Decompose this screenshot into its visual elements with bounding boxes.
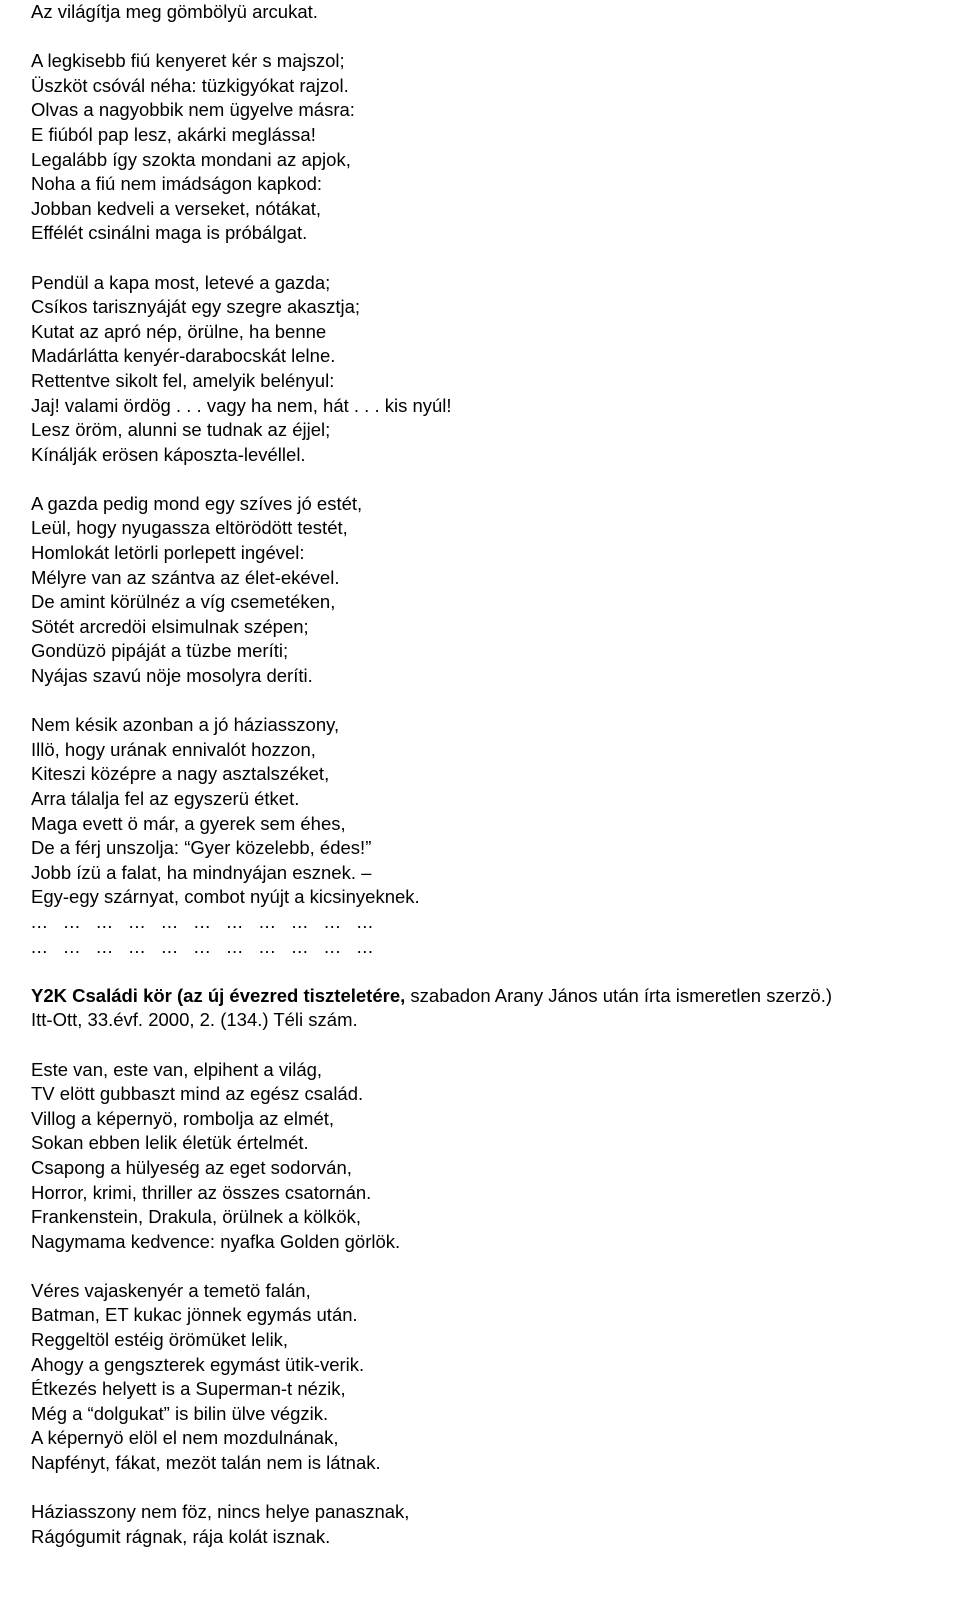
poem-line: Kiteszi középre a nagy asztalszéket, bbox=[31, 763, 330, 785]
poem-line: Maga evett ö már, a gyerek sem éhes, bbox=[31, 812, 346, 834]
poem-line: A legkisebb fiú kenyeret kér s majszol; bbox=[31, 50, 345, 72]
stanza-gap bbox=[31, 1033, 951, 1058]
poem-line: Illö, hogy urának ennivalót hozzon, bbox=[31, 738, 316, 760]
stanza bbox=[31, 713, 951, 959]
poem-line: E fiúból pap lesz, akárki meglássa! bbox=[31, 123, 316, 145]
poem-line: Csíkos tarisznyáját egy szegre akasztja; bbox=[31, 296, 361, 318]
poem-line: Sokan ebben lelik életük értelmét. bbox=[31, 1132, 309, 1154]
poem-line: Üszköt csóvál néha: tüzkigyókat rajzol. bbox=[31, 74, 349, 96]
poem-line: Noha a fiú nem imádságon kapkod: bbox=[31, 173, 323, 195]
stanza bbox=[31, 271, 951, 468]
poem-line: Étkezés helyett is a Superman-t nézik, bbox=[31, 1378, 346, 1400]
poem-line: Ahogy a gengszterek egymást ütik-verik. bbox=[31, 1353, 365, 1375]
stanza-gap bbox=[31, 467, 951, 492]
source-title-bold: Y2K Családi kör (az új évezred tiszteletére, bbox=[31, 984, 406, 1006]
poem-line: Effélét csinálni maga is próbálgat. bbox=[31, 222, 308, 244]
poem-line: A képernyö elöl el nem mozdulnának, bbox=[31, 1427, 339, 1449]
stanza bbox=[31, 0, 951, 25]
poem-line: Véres vajaskenyér a temetö falán, bbox=[31, 1279, 311, 1301]
poem-line: Frankenstein, Drakula, örülnek a kölkök, bbox=[31, 1206, 362, 1228]
ellipsis-line: ... ... ... ... ... ... ... ... ... ... ... bbox=[31, 935, 374, 957]
poem-line: Az világítja meg gömbölyü arcukat. bbox=[31, 1, 318, 22]
stanza bbox=[31, 1279, 951, 1476]
stanza bbox=[31, 1500, 951, 1549]
poem-line: TV elött gubbaszt mind az egész család. bbox=[31, 1083, 364, 1105]
poem-line: A gazda pedig mond egy szíves jó estét, bbox=[31, 492, 363, 514]
poem-line: Arra tálalja fel az egyszerü étket. bbox=[31, 788, 300, 809]
poem-line: Leül, hogy nyugassza eltörödött testét, bbox=[31, 517, 348, 539]
poem-line: Jaj! valami ördög . . . vagy ha nem, hát . . . kis nyúl! bbox=[31, 394, 452, 416]
source-publication: Itt-Ott, 33.évf. 2000, 2. (134.) Téli szám. bbox=[31, 1009, 358, 1031]
poem-line: Horror, krimi, thriller az összes csatornán. bbox=[31, 1181, 372, 1203]
poem-line: Reggeltöl estéig örömüket lelik, bbox=[31, 1329, 289, 1351]
poem-line: Batman, ET kukac jönnek egymás után. bbox=[31, 1304, 358, 1326]
poem-line: Villog a képernyö, rombolja az elmét, bbox=[31, 1107, 335, 1129]
stanza-gap bbox=[31, 689, 951, 714]
poem-line: Homlokát letörli porlepett ingével: bbox=[31, 542, 305, 564]
stanza bbox=[31, 492, 951, 689]
stanza-gap bbox=[31, 959, 951, 984]
ellipsis-line: ... ... ... ... ... ... ... ... ... ... ... bbox=[31, 910, 374, 932]
poem-line: Gondüzö pipáját a tüzbe meríti; bbox=[31, 640, 289, 662]
stanza bbox=[31, 49, 951, 246]
poem-line: Olvas a nagyobbik nem ügyelve másra: bbox=[31, 99, 355, 121]
stanza-gap bbox=[31, 1254, 951, 1279]
stanza-gap bbox=[31, 1476, 951, 1501]
poem-line: Pendül a kapa most, letevé a gazda; bbox=[31, 271, 331, 293]
poem-line: Mélyre van az szántva az élet-ekével. bbox=[31, 566, 340, 588]
poem-document bbox=[31, 0, 951, 1549]
poem-line: Sötét arcredöi elsimulnak szépen; bbox=[31, 615, 309, 637]
poem-line: Nem késik azonban a jó háziasszony, bbox=[31, 714, 340, 736]
poem-line: Lesz öröm, alunni se tudnak az éjjel; bbox=[31, 419, 331, 441]
poem-line: Még a “dolgukat” is bilin ülve végzik. bbox=[31, 1402, 329, 1424]
poem-line: Nagymama kedvence: nyafka Golden görlök. bbox=[31, 1230, 401, 1252]
poem-line: Este van, este van, elpihent a világ, bbox=[31, 1058, 323, 1080]
poem-line: De a férj unszolja: “Gyer közelebb, édes!” bbox=[31, 837, 372, 859]
source-citation bbox=[31, 984, 951, 1033]
poem-line: De amint körülnéz a víg csemetéken, bbox=[31, 591, 336, 613]
stanza-gap bbox=[31, 25, 951, 50]
poem-line: Kínálják erösen káposzta-levéllel. bbox=[31, 443, 306, 465]
poem-line: Jobban kedveli a verseket, nótákat, bbox=[31, 197, 322, 219]
poem-line: Kutat az apró nép, örülne, ha benne bbox=[31, 320, 327, 342]
poem-line: Rágógumit rágnak, rája kolát isznak. bbox=[31, 1525, 331, 1547]
poem-line: Rettentve sikolt fel, amelyik belényul: bbox=[31, 369, 335, 391]
poem-line: Legalább így szokta mondani az apjok, bbox=[31, 148, 351, 170]
poem-line: Madárlátta kenyér-darabocskát lelne. bbox=[31, 345, 336, 367]
poem-line: Napfényt, fákat, mezöt talán nem is látnak. bbox=[31, 1452, 381, 1474]
stanza bbox=[31, 1058, 951, 1255]
source-title-rest: szabadon Arany János után írta ismeretlen szerzö.) bbox=[405, 984, 833, 1006]
poem-line: Nyájas szavú nöje mosolyra deríti. bbox=[31, 665, 313, 687]
source-title-line bbox=[31, 984, 951, 1009]
poem-line: Háziasszony nem föz, nincs helye panasznak, bbox=[31, 1501, 410, 1523]
stanza-gap bbox=[31, 246, 951, 271]
poem-line: Egy-egy szárnyat, combot nyújt a kicsinyeknek. bbox=[31, 886, 420, 908]
poem-line: Csapong a hülyeség az eget sodorván, bbox=[31, 1156, 352, 1178]
poem-line: Jobb ízü a falat, ha mindnyájan esznek. – bbox=[31, 861, 372, 883]
